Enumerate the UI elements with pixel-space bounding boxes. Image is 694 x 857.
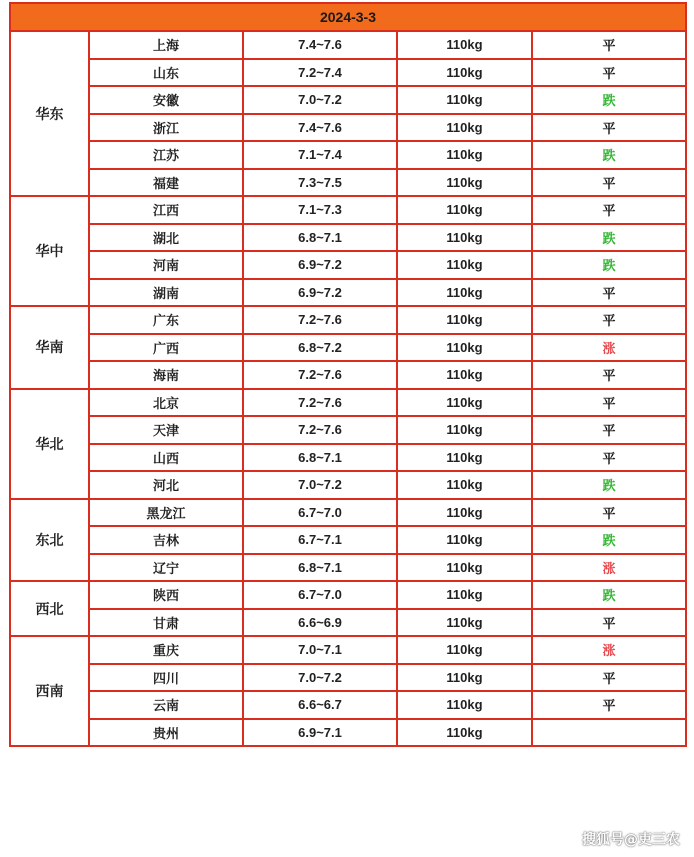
weight-cell: 110kg: [397, 664, 532, 692]
table-row: [10, 471, 686, 499]
trend-cell: 平: [532, 59, 686, 87]
price-cell: 6.8~7.1: [243, 554, 397, 582]
price-cell: 7.1~7.4: [243, 141, 397, 169]
weight-cell: 110kg: [397, 361, 532, 389]
table-row: [10, 114, 686, 142]
trend-cell: 涨: [532, 554, 686, 582]
weight-cell: 110kg: [397, 416, 532, 444]
table-row: [10, 169, 686, 197]
price-cell: 6.6~6.9: [243, 609, 397, 637]
province-cell: 云南: [89, 691, 243, 719]
trend-cell: [532, 719, 686, 747]
table-row: [10, 279, 686, 307]
table-row: [10, 719, 686, 747]
weight-cell: 110kg: [397, 444, 532, 472]
price-cell: 7.0~7.1: [243, 636, 397, 664]
weight-cell: 110kg: [397, 581, 532, 609]
table-row: [10, 444, 686, 472]
weight-cell: 110kg: [397, 554, 532, 582]
price-cell: 7.2~7.6: [243, 416, 397, 444]
price-cell: 6.7~7.0: [243, 581, 397, 609]
weight-cell: 110kg: [397, 251, 532, 279]
region-cell: 西南: [10, 636, 89, 746]
price-table: [9, 2, 687, 747]
price-cell: 7.2~7.6: [243, 306, 397, 334]
date-header: 2024-3-3: [10, 3, 686, 31]
price-cell: 6.9~7.2: [243, 251, 397, 279]
weight-cell: 110kg: [397, 471, 532, 499]
province-cell: 甘肃: [89, 609, 243, 637]
trend-cell: 平: [532, 609, 686, 637]
weight-cell: 110kg: [397, 196, 532, 224]
table-row: [10, 196, 686, 224]
price-cell: 6.8~7.1: [243, 224, 397, 252]
table-row: [10, 224, 686, 252]
province-cell: 广东: [89, 306, 243, 334]
trend-cell: 平: [532, 169, 686, 197]
table-header-row: [10, 3, 686, 31]
price-cell: 7.4~7.6: [243, 31, 397, 59]
trend-cell: 平: [532, 279, 686, 307]
price-cell: 7.4~7.6: [243, 114, 397, 142]
province-cell: 福建: [89, 169, 243, 197]
province-cell: 天津: [89, 416, 243, 444]
weight-cell: 110kg: [397, 306, 532, 334]
province-cell: 河南: [89, 251, 243, 279]
trend-cell: 平: [532, 114, 686, 142]
province-cell: 海南: [89, 361, 243, 389]
region-cell: 华南: [10, 306, 89, 389]
region-cell: 华东: [10, 31, 89, 196]
trend-cell: 平: [532, 664, 686, 692]
trend-cell: 平: [532, 499, 686, 527]
province-cell: 辽宁: [89, 554, 243, 582]
weight-cell: 110kg: [397, 389, 532, 417]
trend-cell: 跌: [532, 141, 686, 169]
price-cell: 7.0~7.2: [243, 664, 397, 692]
price-table-container: [9, 2, 685, 747]
table-row: [10, 609, 686, 637]
weight-cell: 110kg: [397, 169, 532, 197]
price-cell: 7.2~7.6: [243, 389, 397, 417]
price-cell: 6.9~7.2: [243, 279, 397, 307]
weight-cell: 110kg: [397, 609, 532, 637]
table-row: [10, 389, 686, 417]
price-cell: 6.8~7.1: [243, 444, 397, 472]
trend-cell: 平: [532, 196, 686, 224]
weight-cell: 110kg: [397, 31, 532, 59]
table-row: [10, 361, 686, 389]
province-cell: 安徽: [89, 86, 243, 114]
weight-cell: 110kg: [397, 86, 532, 114]
trend-cell: 跌: [532, 526, 686, 554]
trend-cell: 跌: [532, 471, 686, 499]
weight-cell: 110kg: [397, 636, 532, 664]
province-cell: 河北: [89, 471, 243, 499]
trend-cell: 平: [532, 691, 686, 719]
price-cell: 7.1~7.3: [243, 196, 397, 224]
table-row: [10, 554, 686, 582]
price-cell: 7.0~7.2: [243, 471, 397, 499]
table-row: [10, 526, 686, 554]
weight-cell: 110kg: [397, 526, 532, 554]
table-row: [10, 251, 686, 279]
table-row: [10, 141, 686, 169]
weight-cell: 110kg: [397, 114, 532, 142]
price-cell: 6.6~6.7: [243, 691, 397, 719]
watermark: 搜狐号@吏三农: [582, 832, 680, 848]
price-cell: 6.7~7.1: [243, 526, 397, 554]
province-cell: 上海: [89, 31, 243, 59]
price-cell: 6.7~7.0: [243, 499, 397, 527]
table-row: [10, 59, 686, 87]
trend-cell: 跌: [532, 251, 686, 279]
province-cell: 江苏: [89, 141, 243, 169]
province-cell: 浙江: [89, 114, 243, 142]
trend-cell: 平: [532, 444, 686, 472]
region-cell: 华中: [10, 196, 89, 306]
province-cell: 湖南: [89, 279, 243, 307]
province-cell: 北京: [89, 389, 243, 417]
weight-cell: 110kg: [397, 279, 532, 307]
province-cell: 山西: [89, 444, 243, 472]
trend-cell: 平: [532, 416, 686, 444]
region-cell: 西北: [10, 581, 89, 636]
price-cell: 7.3~7.5: [243, 169, 397, 197]
province-cell: 吉林: [89, 526, 243, 554]
table-row: [10, 636, 686, 664]
province-cell: 江西: [89, 196, 243, 224]
weight-cell: 110kg: [397, 719, 532, 747]
trend-cell: 涨: [532, 334, 686, 362]
province-cell: 山东: [89, 59, 243, 87]
table-row: [10, 499, 686, 527]
trend-cell: 跌: [532, 224, 686, 252]
region-cell: 东北: [10, 499, 89, 582]
trend-cell: 平: [532, 389, 686, 417]
price-cell: 7.2~7.6: [243, 361, 397, 389]
province-cell: 广西: [89, 334, 243, 362]
weight-cell: 110kg: [397, 59, 532, 87]
trend-cell: 平: [532, 31, 686, 59]
province-cell: 贵州: [89, 719, 243, 747]
table-row: [10, 664, 686, 692]
weight-cell: 110kg: [397, 691, 532, 719]
weight-cell: 110kg: [397, 499, 532, 527]
table-row: [10, 31, 686, 59]
province-cell: 四川: [89, 664, 243, 692]
province-cell: 陕西: [89, 581, 243, 609]
table-row: [10, 416, 686, 444]
trend-cell: 平: [532, 361, 686, 389]
weight-cell: 110kg: [397, 141, 532, 169]
province-cell: 黑龙江: [89, 499, 243, 527]
price-cell: 7.0~7.2: [243, 86, 397, 114]
table-row: [10, 691, 686, 719]
table-body: [10, 31, 686, 746]
trend-cell: 平: [532, 306, 686, 334]
province-cell: 湖北: [89, 224, 243, 252]
table-row: [10, 86, 686, 114]
price-cell: 7.2~7.4: [243, 59, 397, 87]
trend-cell: 跌: [532, 86, 686, 114]
table-row: [10, 306, 686, 334]
trend-cell: 涨: [532, 636, 686, 664]
table-row: [10, 581, 686, 609]
table-row: [10, 334, 686, 362]
price-cell: 6.9~7.1: [243, 719, 397, 747]
weight-cell: 110kg: [397, 334, 532, 362]
trend-cell: 跌: [532, 581, 686, 609]
province-cell: 重庆: [89, 636, 243, 664]
region-cell: 华北: [10, 389, 89, 499]
price-cell: 6.8~7.2: [243, 334, 397, 362]
weight-cell: 110kg: [397, 224, 532, 252]
